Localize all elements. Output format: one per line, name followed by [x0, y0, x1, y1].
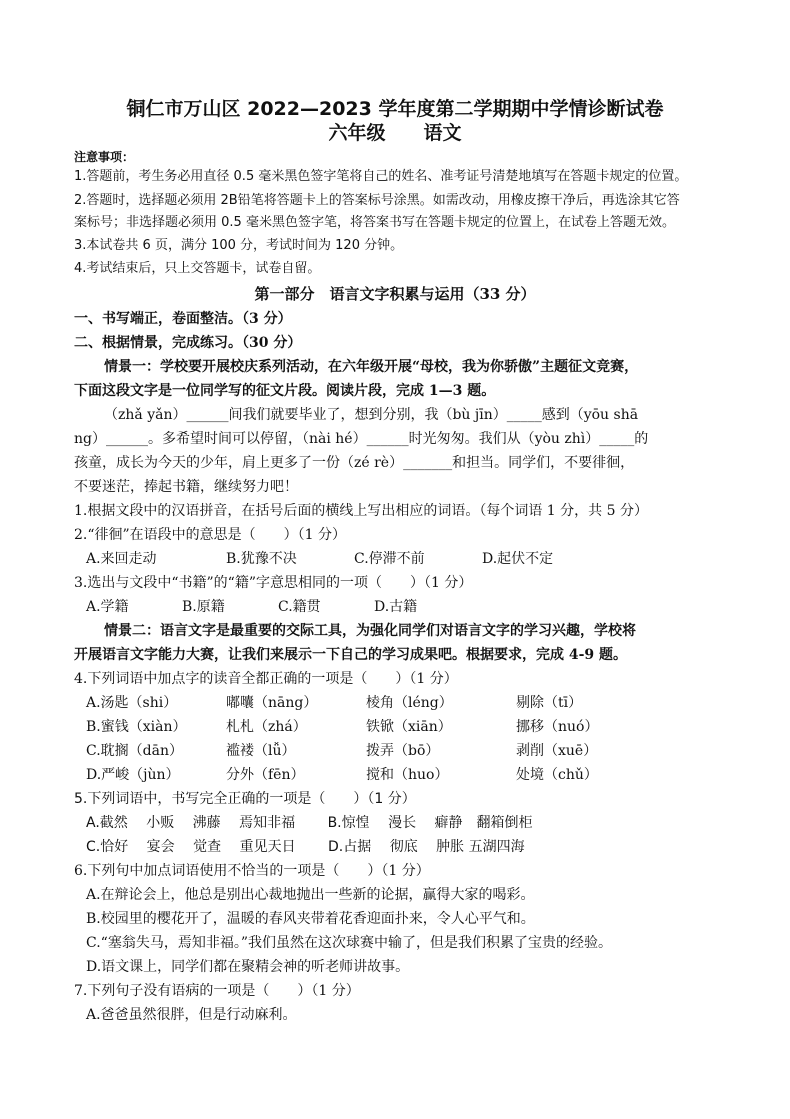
- option-word: B.蜜钱（xiàn）: [86, 719, 187, 735]
- question-3: 3.选出与文段中“书籍”的“籍”字意思相同的一项（ ）（1 分）: [74, 575, 473, 591]
- question-2-options: [86, 549, 553, 569]
- note-line: 1.答题前，考生务必用直径 0.5 毫米黑色签字笔将自己的姓名、准考证号清楚地填写在答题卡规定的位置。: [74, 169, 688, 184]
- option: D.起伏不定: [482, 551, 554, 567]
- option-word: 拨弄（bō）: [366, 743, 440, 759]
- note-line: 2.答题时，选择题必须用 2B铅笔将答题卡上的答案标号涂黑。如需改动，用橡皮擦干净后，再选涂其它答: [74, 193, 680, 208]
- option-word: 分外（fēn）: [226, 767, 305, 783]
- option: D.古籍: [374, 599, 418, 615]
- passage-line: 孩童，成长为今天的少年，肩上更多了一份（zé rè）_______和担当。同学们，不要徘徊，: [74, 455, 635, 471]
- passage-line: 不要迷茫，捧起书籍，继续努力吧！: [74, 479, 298, 495]
- option: B.校园里的樱花开了，温暖的春风夹带着花香迎面扑来，令人心平气和。: [86, 911, 535, 927]
- option-word: D.严峻（jùn）: [86, 767, 180, 783]
- option: A.在辩论会上，他总是别出心裁地抛出一些新的论据，赢得大家的喝彩。: [86, 887, 535, 903]
- notes-heading: 注意事项：: [74, 150, 135, 164]
- note-line: 3.本试卷共 6 页，满分 100 分，考试时间为 120 分钟。: [74, 238, 404, 253]
- scenario-one-line: 下面这段文字是一位同学写的征文片段。阅读片段，完成 1—3 题。: [74, 383, 496, 399]
- option-word: 褴褛（lǚ）: [226, 743, 296, 759]
- option-word: 棱角（léng）: [366, 695, 453, 711]
- question-7: 7.下列句子没有语病的一项是（ ）（1 分）: [74, 983, 360, 999]
- scenario-two-line: 情景二：语言文字是最重要的交际工具，为强化同学们对语言文字的学习兴趣，学校将: [104, 623, 636, 639]
- option-word: 铁锨（xiān）: [366, 719, 452, 735]
- option: C.“塞翁失马，焉知非福。”我们虽然在这次球赛中输了，但是我们积累了宝贵的经验。: [86, 935, 612, 951]
- question-4-row: [86, 741, 597, 761]
- option-word: 挪移（nuó）: [516, 719, 599, 735]
- option: B.原籍: [182, 599, 225, 615]
- scenario-two-line: 开展语言文字能力大赛，让我们来展示一下自己的学习成果吧。根据要求，完成 4-9 题。: [74, 647, 628, 663]
- option-word: 处境（chǔ）: [516, 767, 598, 783]
- option: B.犹豫不决: [226, 551, 297, 567]
- section-one: 一、书写端正，卷面整洁。（3 分）: [74, 311, 292, 327]
- question-3-options: [86, 597, 417, 617]
- exam-title: 铜仁市万山区 2022—2023 学年度第二学期期中学情诊断试卷: [126, 98, 664, 120]
- note-line: 案标号；非选择题必须用 0.5 毫米黑色签字笔，将答案书写在答题卡规定的位置上，在试卷上答题无效。: [74, 215, 675, 230]
- section-two: 二、根据情景，完成练习。（30 分）: [74, 335, 302, 351]
- option: C.籍贯: [278, 599, 321, 615]
- option-word: 剥削（xuē）: [516, 743, 598, 759]
- question-6: 6.下列句中加点词语使用不恰当的一项是（ ）（1 分）: [74, 863, 430, 879]
- question-5-row: C.恰好 宴会 觉查 重见天日 D.占据 彻底 肿胀 五湖四海: [86, 839, 525, 855]
- exam-subtitle: 六年级 语文: [328, 122, 462, 144]
- option: D.语文课上，同学们都在聚精会神的听老师讲故事。: [86, 959, 410, 975]
- question-1: 1.根据文段中的汉语拼音，在括号后面的横线上写出相应的词语。（每个词语 1 分，共 5 分）: [74, 503, 648, 519]
- option: A.来回走动: [86, 551, 157, 567]
- note-line: 4.考试结束后，只上交答题卡，试卷自留。: [74, 261, 321, 276]
- option: A.学籍: [86, 599, 129, 615]
- option-word: 搅和（huo）: [366, 767, 449, 783]
- option-word: 剔除（tī）: [516, 695, 583, 711]
- question-2: 2.“徘徊”在语段中的意思是（ ）（1 分）: [74, 527, 347, 543]
- scenario-one-line: 情景一：学校要开展校庆系列活动，在六年级开展“母校，我为你骄傲”主题征文竞赛，: [104, 359, 639, 375]
- part-one-heading: 第一部分 语言文字积累与运用（33 分）: [254, 285, 536, 303]
- question-4-row: [86, 765, 598, 785]
- option-word: A.汤匙（shi）: [86, 695, 178, 711]
- question-5: 5.下列词语中，书写完全正确的一项是（ ）（1 分）: [74, 791, 416, 807]
- option: C.停滞不前: [354, 551, 425, 567]
- question-5-row: A.截然 小贩 沸藤 焉知非福 B.惊惶 漫长 癖静 翻箱倒柜: [86, 815, 533, 831]
- passage-line: （zhǎ yǎn）______间我们就要毕业了，想到分别，我（bù jīn）_____感到（yōu shā: [104, 407, 639, 423]
- passage-line: ng）______。多希望时间可以停留，（nài hé）______时光匆匆。我们从（yòu zhì）_____的: [74, 431, 649, 447]
- question-4-row: [86, 693, 582, 713]
- option-word: 札札（zhá）: [226, 719, 307, 735]
- question-4-row: [86, 717, 598, 737]
- option: A.爸爸虽然很胖，但是行动麻利。: [86, 1007, 297, 1023]
- question-4: 4.下列词语中加点字的读音全都正确的一项是（ ）（1 分）: [74, 671, 458, 687]
- option-word: 嘟囔（nāng）: [226, 695, 318, 711]
- option-word: C.耽搁（dān）: [86, 743, 183, 759]
